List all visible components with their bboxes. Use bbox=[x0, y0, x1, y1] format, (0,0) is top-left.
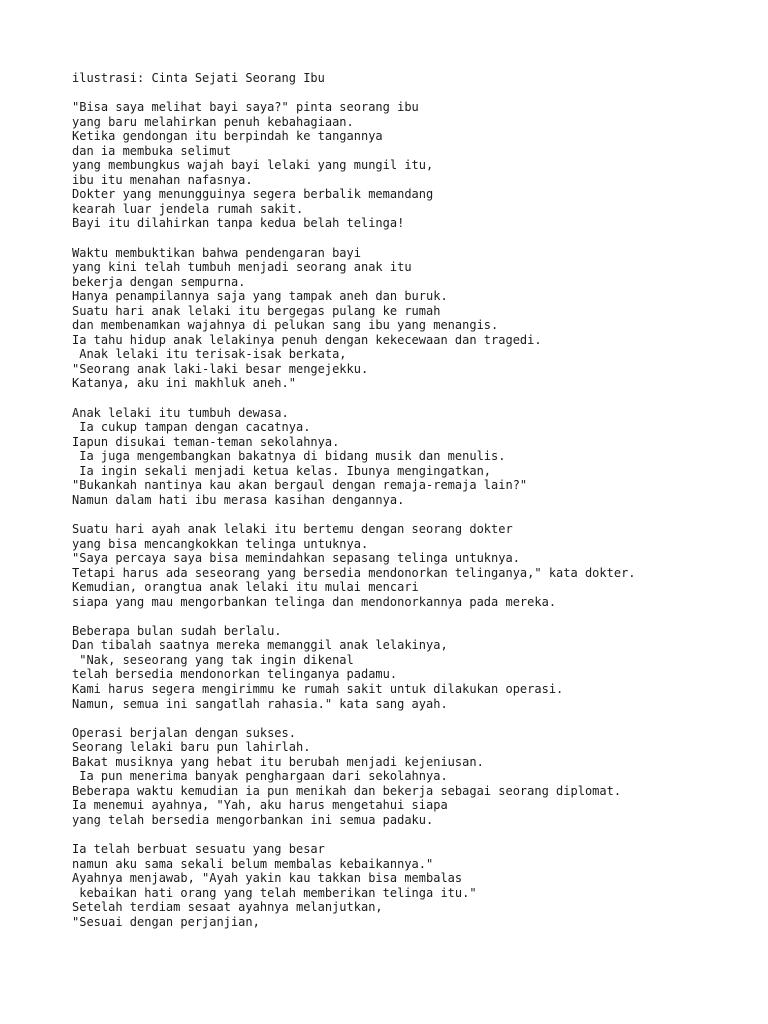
text-line: dan membenamkan wajahnya di pelukan sang ibu yang menangis. bbox=[72, 318, 499, 333]
text-line: yang kini telah tumbuh menjadi seorang anak itu bbox=[72, 260, 412, 275]
text-line: Waktu membuktikan bahwa pendengaran bayi bbox=[72, 245, 361, 260]
text-line: Suatu hari anak lelaki itu bergegas pulang ke rumah bbox=[72, 303, 441, 318]
paragraph bbox=[72, 624, 752, 711]
paragraph bbox=[72, 100, 752, 231]
text-line: Ia telah berbuat sesuatu yang besar bbox=[72, 841, 325, 856]
text-line: yang bisa mencangkokkan telinga untuknya. bbox=[72, 536, 369, 551]
text-line: Kemudian, orangtua anak lelaki itu mulai mencari bbox=[72, 580, 419, 595]
text-line: Namun, semua ini sangatlah rahasia." kata sang ayah. bbox=[72, 696, 448, 711]
text-line: Iapun disukai teman-teman sekolahnya. bbox=[72, 434, 340, 449]
document-page bbox=[72, 71, 752, 944]
text-line: dan ia membuka selimut bbox=[72, 143, 231, 158]
text-line: siapa yang mau mengorbankan telinga dan mendonorkannya pada mereka. bbox=[72, 594, 557, 609]
text-line: Ia pun menerima banyak penghargaan dari sekolahnya. bbox=[72, 769, 448, 784]
text-line: Hanya penampilannya saja yang tampak aneh dan buruk. bbox=[72, 289, 448, 304]
text-line: Seorang lelaki baru pun lahirlah. bbox=[72, 740, 311, 755]
document-title: ilustrasi: Cinta Sejati Seorang Ibu bbox=[72, 71, 325, 85]
text-line: Ia menemui ayahnya, "Yah, aku harus mengetahui siapa bbox=[72, 798, 448, 813]
text-line: Tetapi harus ada seseorang yang bersedia mendonorkan telinganya," kata dokter. bbox=[72, 565, 636, 580]
text-line: Dokter yang menungguinya segera berbalik memandang bbox=[72, 187, 434, 202]
text-line: Katanya, aku ini makhluk aneh." bbox=[72, 376, 296, 391]
text-line: Beberapa bulan sudah berlalu. bbox=[72, 623, 282, 638]
text-line: "Sesuai dengan perjanjian, bbox=[72, 914, 260, 929]
text-line: Anak lelaki itu terisak-isak berkata, bbox=[72, 347, 347, 362]
text-line: Ayahnya menjawab, "Ayah yakin kau takkan bisa membalas bbox=[72, 871, 463, 886]
text-line: Ia tahu hidup anak lelakinya penuh dengan kekecewaan dan tragedi. bbox=[72, 332, 542, 347]
text-line: Ia juga mengembangkan bakatnya di bidang musik dan menulis. bbox=[72, 449, 506, 464]
text-line: Kami harus segera mengirimmu ke rumah sakit untuk dilakukan operasi. bbox=[72, 681, 564, 696]
text-line: "Bisa saya melihat bayi saya?" pinta seorang ibu bbox=[72, 100, 419, 115]
text-line: kebaikan hati orang yang telah memberikan telinga itu." bbox=[72, 885, 477, 900]
paragraph bbox=[72, 522, 752, 609]
text-line: Anak lelaki itu tumbuh dewasa. bbox=[72, 405, 289, 420]
paragraph bbox=[72, 726, 752, 828]
text-line: Beberapa waktu kemudian ia pun menikah dan bekerja sebagai seorang diplomat. bbox=[72, 783, 622, 798]
text-line: "Bukankah nantinya kau akan bergaul dengan remaja-remaja lain?" bbox=[72, 478, 528, 493]
text-line: Operasi berjalan dengan sukses. bbox=[72, 725, 296, 740]
paragraph bbox=[72, 246, 752, 391]
text-line: yang telah bersedia mengorbankan ini semua padaku. bbox=[72, 812, 434, 827]
text-line: "Saya percaya saya bisa memindahkan sepasang telinga untuknya. bbox=[72, 551, 520, 566]
text-line: Ketika gendongan itu berpindah ke tangannya bbox=[72, 129, 383, 144]
text-line: telah bersedia mendonorkan telinganya padamu. bbox=[72, 667, 398, 682]
text-line: ibu itu menahan nafasnya. bbox=[72, 172, 253, 187]
text-line: "Seorang anak laki-laki besar mengejekku. bbox=[72, 361, 369, 376]
text-line: yang membungkus wajah bayi lelaki yang mungil itu, bbox=[72, 158, 434, 173]
text-line: Dan tibalah saatnya mereka memanggil anak lelakinya, bbox=[72, 638, 448, 653]
text-line: Ia cukup tampan dengan cacatnya. bbox=[72, 420, 311, 435]
text-line: kearah luar jendela rumah sakit. bbox=[72, 201, 304, 216]
document-body bbox=[72, 100, 752, 929]
text-line: Bakat musiknya yang hebat itu berubah menjadi kejeniusan. bbox=[72, 754, 484, 769]
text-line: bekerja dengan sempurna. bbox=[72, 274, 246, 289]
text-line: Setelah terdiam sesaat ayahnya melanjutkan, bbox=[72, 900, 383, 915]
text-line: yang baru melahirkan penuh kebahagiaan. bbox=[72, 114, 354, 129]
text-line: Ia ingin sekali menjadi ketua kelas. Ibunya mengingatkan, bbox=[72, 463, 492, 478]
text-line: namun aku sama sekali belum membalas kebaikannya." bbox=[72, 856, 434, 871]
paragraph bbox=[72, 842, 752, 929]
text-line: Bayi itu dilahirkan tanpa kedua belah telinga! bbox=[72, 216, 405, 231]
text-line: Namun dalam hati ibu merasa kasihan dengannya. bbox=[72, 492, 405, 507]
text-line: "Nak, seseorang yang tak ingin dikenal bbox=[72, 652, 354, 667]
paragraph bbox=[72, 406, 752, 508]
text-line: Suatu hari ayah anak lelaki itu bertemu dengan seorang dokter bbox=[72, 521, 513, 536]
